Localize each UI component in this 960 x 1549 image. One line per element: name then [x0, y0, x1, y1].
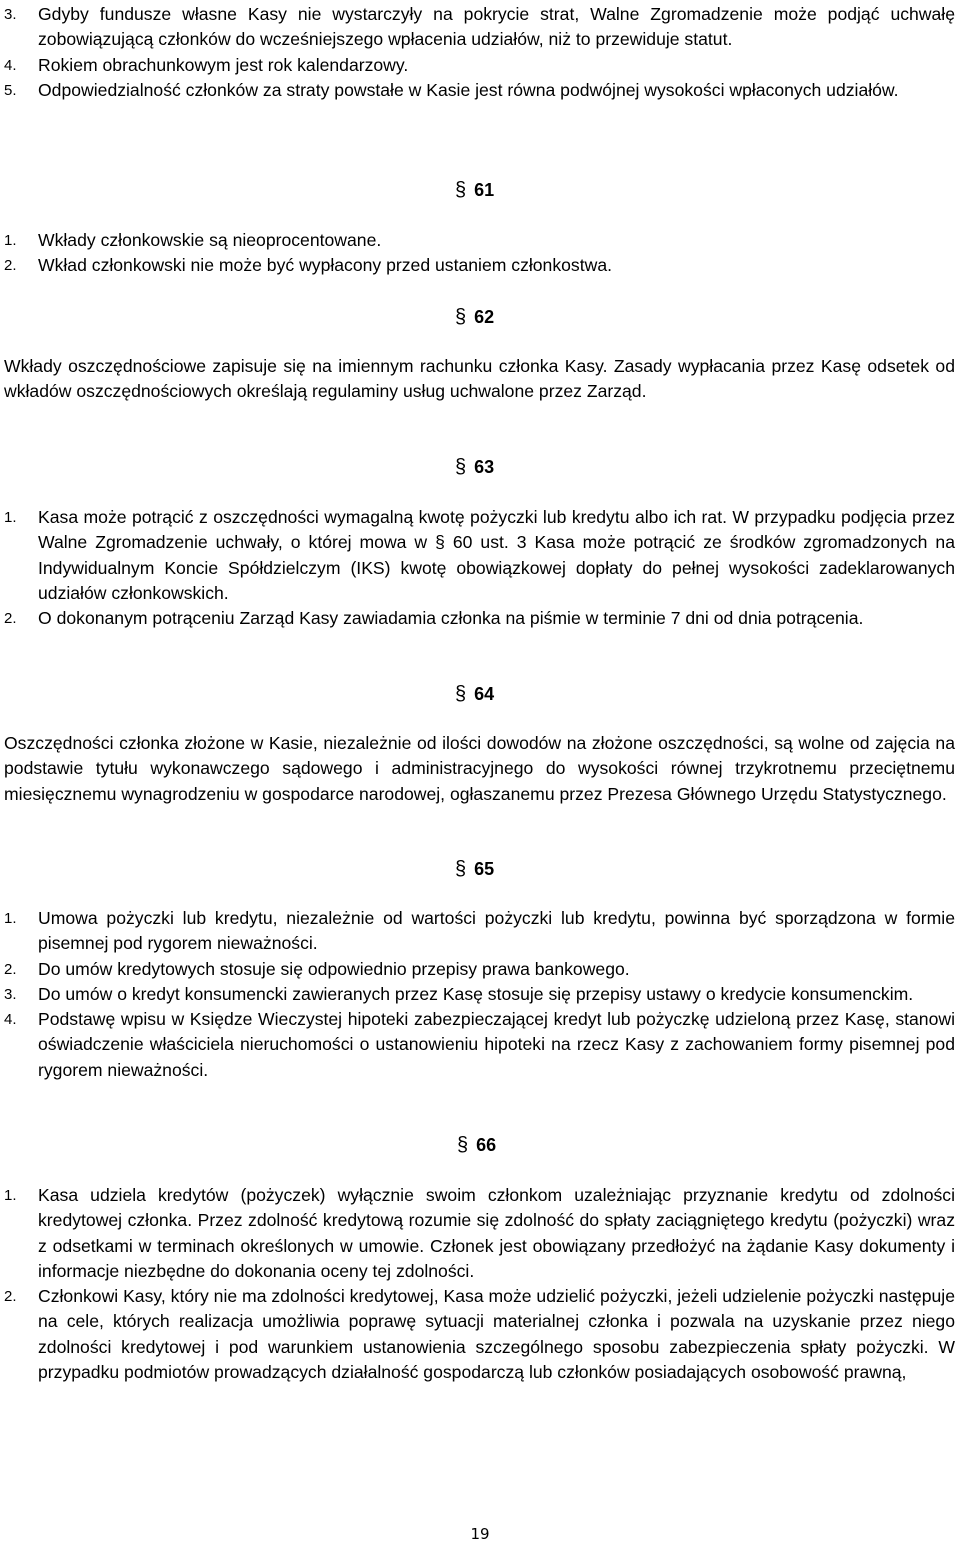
item-number: 4.: [4, 56, 17, 74]
list-item: [0, 1284, 955, 1385]
item-text: Umowa pożyczki lub kredytu, niezależnie od wartości pożyczki lub kredytu, powinna być sporządzona w formie pisemnej pod rygorem nieważności.: [38, 908, 955, 954]
list-item: [0, 982, 955, 1007]
section-heading-66: [457, 1133, 496, 1157]
item-text: Kasa udziela kredytów (pożyczek) wyłącznie swoim członkom uzależniając przyznanie kredytu od zdolności kredytowej członka. Przez zdolność kredytową rozumie się zdolność do spłaty zaciągniętego kredytu (pożyczki) wraz z odsetkami w terminach określonych w umowie. Członek jest obowiązany przedłożyć na żądanie Kasy dokumenty i informacje niezbędne do dokonania oceny tej zdolności.: [38, 1185, 955, 1281]
section-sign: §: [455, 306, 467, 328]
section-heading-64: [455, 682, 494, 706]
section-65-list: [0, 906, 955, 1083]
list-item: [0, 53, 955, 78]
item-text: Do umów o kredyt konsumencki zawieranych przez Kasę stosuje się przepisy ustawy o kredycie konsumenckim.: [38, 983, 914, 1004]
section-heading-65: [455, 857, 494, 881]
list-item: [0, 228, 955, 253]
item-number: 1.: [4, 910, 17, 927]
section-sign: §: [455, 858, 467, 880]
item-number: 1.: [4, 1187, 17, 1204]
section-61-list: [0, 228, 955, 279]
list-item: [0, 78, 955, 103]
section-sign: §: [455, 683, 467, 705]
section-sign: §: [455, 456, 467, 478]
list-item: [0, 957, 955, 982]
item-text: Wkład członkowski nie może być wypłacony przed ustaniem członkostwa.: [38, 255, 612, 276]
item-number: 3.: [4, 985, 17, 1003]
section-number: 65: [474, 859, 495, 879]
section-number: 62: [474, 307, 495, 327]
item-text: Odpowiedzialność członków za straty powstałe w Kasie jest równa podwójnej wysokości wpłaconych udziałów.: [38, 79, 899, 100]
paragraph: Oszczędności członka złożone w Kasie, niezależnie od ilości dowodów na złożone oszczędności, są wolne od zajęcia na podstawie tytułu wykonawczego sądowego i administracyjnego do wysokości równej trzykrotnemu przeciętnemu miesięcznemu wynagrodzeniu w gospodarce narodowej, ogłaszanemu przez Prezesa Głównego Urzędu Statystycznego.: [4, 733, 955, 804]
item-number: 1.: [4, 232, 17, 249]
list-item: [0, 906, 955, 957]
list-item: [0, 505, 955, 606]
section-number: 63: [474, 457, 495, 477]
section-heading-63: [455, 455, 494, 479]
paragraph: Wkłady oszczędnościowe zapisuje się na imiennym rachunku członka Kasy. Zasady wypłacania przez Kasę odsetek od wkładów oszczędnościowych określają regulaminy usług uchwalone przez Zarząd.: [4, 356, 955, 402]
section-number: 66: [476, 1135, 497, 1155]
item-number: 3.: [4, 6, 17, 23]
section-62-body: [0, 354, 955, 405]
item-text: Do umów kredytowych stosuje się odpowiednio przepisy prawa bankowego.: [38, 958, 630, 979]
section-66-list: [0, 1183, 955, 1385]
item-number: 4.: [4, 1011, 17, 1029]
section-number: 61: [474, 180, 495, 200]
section-heading-62: [455, 305, 494, 329]
list-item: [0, 1007, 955, 1083]
item-text: O dokonanym potrąceniu Zarząd Kasy zawiadamia członka na piśmie w terminie 7 dni od dnia potrącenia.: [38, 608, 864, 629]
page-number: 19: [470, 1525, 490, 1543]
item-number: 2.: [4, 610, 17, 628]
list-top: [0, 2, 955, 103]
section-number: 64: [474, 684, 495, 704]
list-item: [0, 1183, 955, 1284]
section-64-body: [0, 731, 955, 807]
section-63-list: [0, 505, 955, 631]
item-number: 2.: [4, 960, 17, 978]
item-text: Kasa może potrącić z oszczędności wymagalną kwotę pożyczki lub kredytu albo ich rat. W przypadku podjęcia przez Walne Zgromadzenie uchwały, o której mowa w § 60 ust. 3 Kasa może potrącić ze środków zgromadzonych na Indywidualnym Koncie Spółdzielczym (IKS) kwotę obowiązkowej dopłaty do pełnej wysokości zadeklarowanych udziałów członkowskich.: [38, 507, 955, 603]
item-number: 5.: [4, 81, 17, 99]
section-heading-61: [455, 178, 494, 202]
item-number: 1.: [4, 509, 17, 526]
list-item: [0, 606, 955, 631]
section-sign: §: [457, 1134, 469, 1156]
item-text: Podstawę wpisu w Księdze Wieczystej hipoteki zabezpieczającej kredyt lub pożyczkę udzieloną przez Kasę, stanowi oświadczenie właściciela nieruchomości o ustanowieniu hipoteki na rzecz Kasy z zachowaniem formy pisemnej pod rygorem nieważności.: [38, 1009, 955, 1080]
item-text: Członkowi Kasy, który nie ma zdolności kredytowej, Kasa może udzielić pożyczki, jeżeli udzielenie pożyczki następuje na cele, których realizacja umożliwia poprawę sytuacji materialnej członka i pozwala na uzyskanie przez niego zdolności kredytowej i pod warunkiem ustanowienia szczególnego sposobu zabezpieczenia spłaty pożyczki. W przypadku podmiotów prowadzących działalność gospodarczą lub członków posiadających osobowość prawną,: [38, 1286, 955, 1383]
list-item: [0, 253, 955, 278]
item-number: 2.: [4, 257, 17, 275]
item-number: 2.: [4, 1288, 17, 1306]
section-sign: §: [455, 179, 467, 201]
item-text: Wkłady członkowskie są nieoprocentowane.: [38, 230, 382, 250]
item-text: Rokiem obrachunkowym jest rok kalendarzowy.: [38, 54, 409, 75]
list-item: [0, 2, 955, 53]
item-text: Gdyby fundusze własne Kasy nie wystarczyły na pokrycie strat, Walne Zgromadzenie może podjąć uchwałę zobowiązującą członków do wcześniejszego wpłacenia udziałów, niż to przewiduje statut.: [38, 4, 955, 50]
